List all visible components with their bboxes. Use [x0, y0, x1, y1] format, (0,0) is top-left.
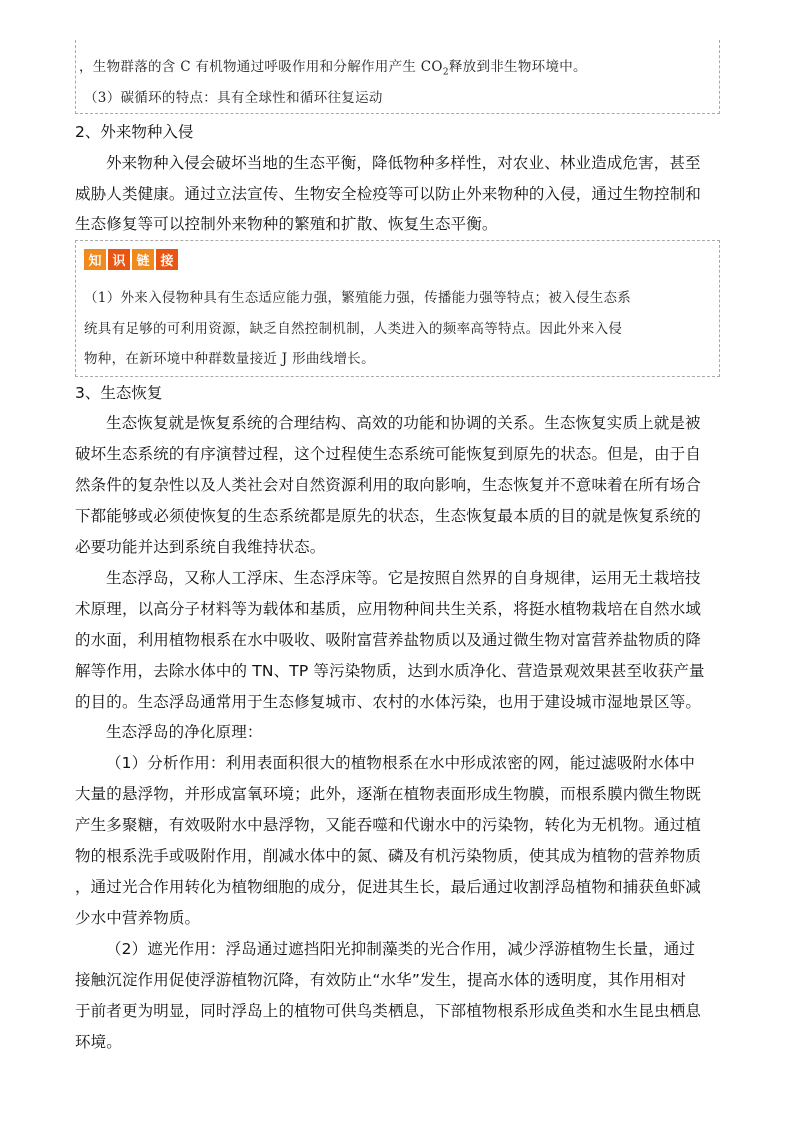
paragraph-line: 生态修复等可以控制外来物种的繁殖和扩散、恢复生态平衡。 [75, 215, 498, 233]
badge-char: 链 [132, 249, 154, 270]
paragraph-line: 接触沉淀作用促使浮游植物沉降，有效防止“水华”发生，提高水体的透明度，其作用相对 [75, 971, 687, 989]
paragraph-line: （1）分析作用：利用表面积很大的植物根系在水中形成浓密的网，能过滤吸附水体中 [106, 754, 696, 772]
note-line-2: （3）碳循环的特点：具有全球性和循环往复运动 [84, 90, 383, 106]
knowledge-line: 统具有足够的可利用资源，缺乏自然控制机制，人类进入的频率高等特点。因此外来入侵 [84, 321, 623, 337]
paragraph-line: 产生多聚糖，有效吸附水中悬浮物，又能吞噬和代谢水中的污染物，转化为无机物。通过植 [75, 816, 702, 834]
paragraph-line: 生态浮岛，又称人工浮床、生态浮床等。它是按照自然界的自身规律，运用无土栽培技 [106, 569, 701, 587]
paragraph-line: 的水面，利用植物根系在水中吸收、吸附富营养盐物质以及通过微生物对富营养盐物质的降 [75, 631, 702, 649]
section-heading: 2、外来物种入侵 [75, 123, 194, 141]
paragraph-line: 生态恢复就是恢复系统的合理结构、高效的功能和协调的关系。生态恢复实质上就是被 [106, 414, 701, 432]
paragraph-line: 生态浮岛的净化原理： [106, 723, 263, 741]
badge-char: 接 [156, 249, 178, 270]
paragraph-line: 少水中营养物质。 [75, 909, 201, 927]
paragraph-line: 威胁人类健康。通过立法宣传、生物安全检疫等可以防止外来物种的入侵，通过生物控制和 [75, 185, 702, 203]
paragraph-line: ，通过光合作用转化为植物细胞的成分，促进其生长，最后通过收割浮岛植物和捕获鱼虾减 [75, 878, 702, 896]
knowledge-link-badge [84, 249, 178, 270]
note-line-1: ，生物群落的含 C 有机物通过呼吸作用和分解作用产生 $CO_2$释放到非生物环境中。 [79, 59, 587, 78]
paragraph-line: 环境。 [75, 1033, 122, 1051]
paragraph-line: 破坏生态系统的有序演替过程，这个过程使生态系统可能恢复到原先的状态。但是，由于自 [75, 445, 702, 463]
paragraph-line: 大量的悬浮物，并形成富氧环境；此外，逐渐在植物表面形成生物膜，而根系膜内微生物既 [75, 785, 702, 803]
paragraph-line: 于前者更为明显，同时浮岛上的植物可供鸟类栖息，下部植物根系形成鱼类和水生昆虫栖息 [75, 1002, 702, 1020]
paragraph-line: 必要功能并达到系统自我维持状态。 [75, 538, 326, 556]
paragraph-line: （2）遮光作用：浮岛通过遮挡阳光抑制藻类的光合作用，减少浮游植物生长量，通过 [106, 940, 696, 958]
badge-char: 知 [84, 249, 106, 270]
knowledge-line: 物种，在新环境中种群数量接近 J 形曲线增长。 [84, 351, 375, 367]
paragraph-line: 下都能够或必须使恢复的生态系统都是原先的状态，生态恢复最本质的目的就是恢复系统的 [75, 507, 702, 525]
knowledge-line: （1）外来入侵物种具有生态适应能力强，繁殖能力强，传播能力强等特点；被入侵生态系 [84, 290, 632, 306]
paragraph-line: 物的根系洗手或吸附作用，削减水体中的氮、磷及有机污染物质，使其成为植物的营养物质 [75, 847, 702, 865]
section-heading: 3、生态恢复 [75, 384, 163, 402]
badge-char: 识 [108, 249, 130, 270]
paragraph-line: 外来物种入侵会破坏当地的生态平衡，降低物种多样性，对农业、林业造成危害，甚至 [106, 154, 701, 172]
paragraph-line: 术原理，以高分子材料等为载体和基质，应用物种间共生关系，将挺水植物栽培在自然水域 [75, 600, 702, 618]
paragraph-line: 然条件的复杂性以及人类社会对自然资源利用的取向影响，生态恢复并不意味着在所有场合 [75, 476, 702, 494]
paragraph-line: 解等作用，去除水体中的 TN、TP 等污染物质，达到水质净化、营造景观效果甚至收获产量 [75, 662, 705, 680]
paragraph-line: 的目的。生态浮岛通常用于生态修复城市、农村的水体污染，也用于建设城市湿地景区等。 [75, 693, 702, 711]
